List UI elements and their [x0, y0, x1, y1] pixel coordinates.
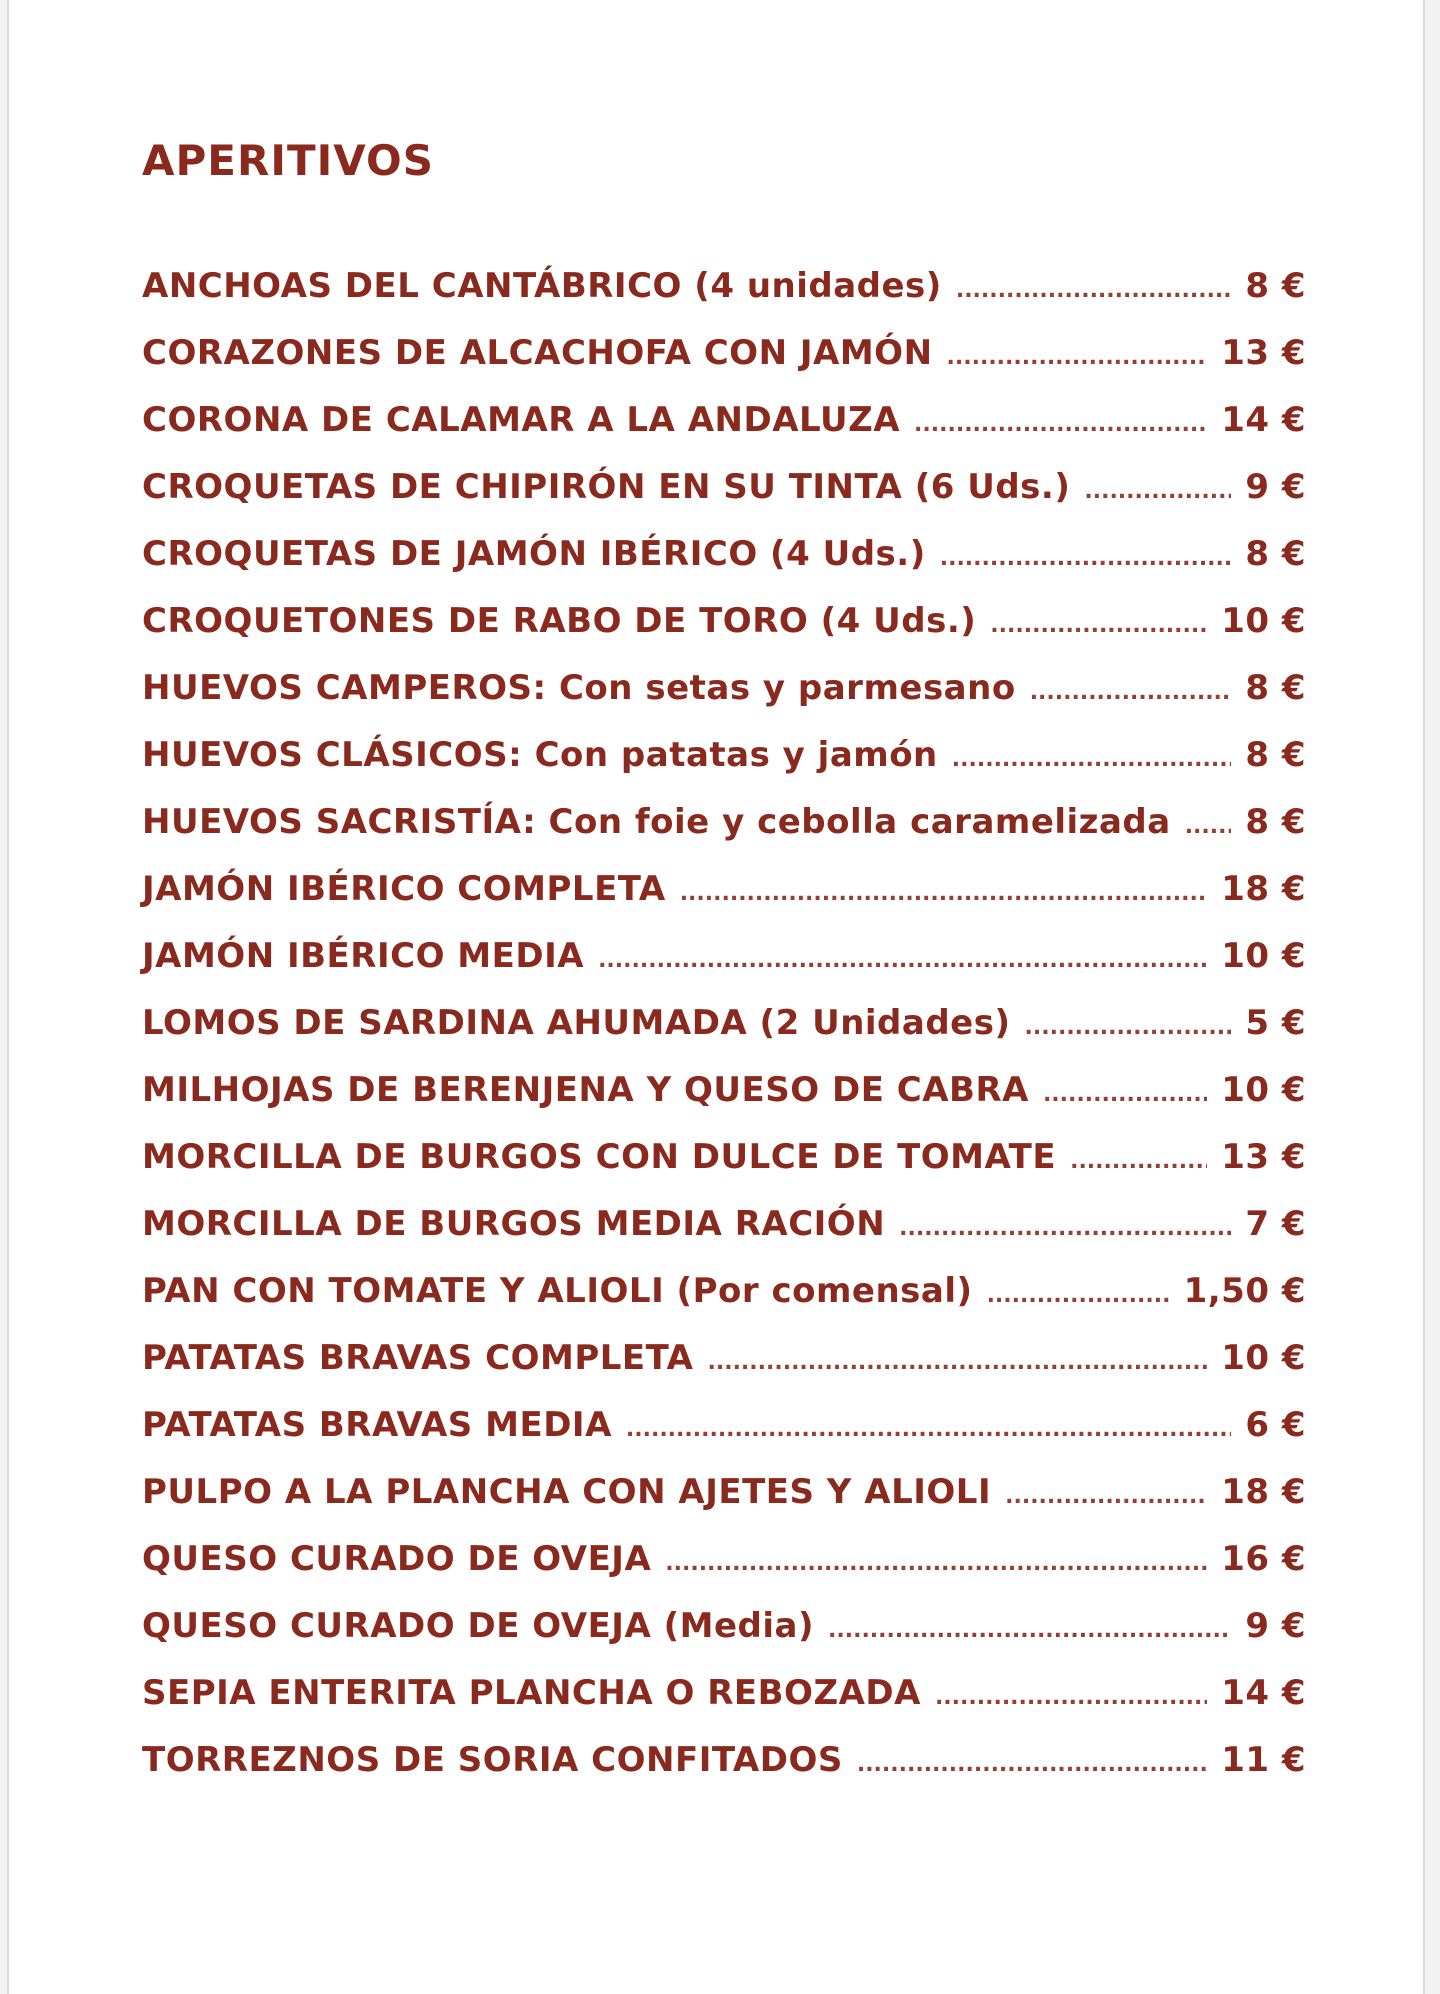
- dot-leader: [1030, 680, 1232, 705]
- dot-leader: [626, 1417, 1231, 1442]
- menu-item-name: CORAZONES DE ALCACHOFA CON JAMÓN: [142, 333, 933, 373]
- dot-leader: [899, 1216, 1231, 1241]
- dot-leader: [1070, 1149, 1207, 1174]
- menu-item-price: 13 €: [1221, 333, 1306, 373]
- menu-item: [142, 601, 1306, 668]
- menu-item-price: 8 €: [1245, 534, 1306, 574]
- menu-item: [142, 668, 1306, 735]
- dot-leader: [665, 1551, 1207, 1576]
- menu-item-price: 8 €: [1245, 668, 1306, 708]
- menu-item: [142, 1673, 1306, 1740]
- menu-item: [142, 936, 1306, 1003]
- menu-page: [7, 0, 1425, 1994]
- menu-item: [142, 735, 1306, 802]
- menu-item: [142, 1740, 1306, 1807]
- menu-item-name: MILHOJAS DE BERENJENA Y QUESO DE CABRA: [142, 1070, 1029, 1110]
- dot-leader: [940, 546, 1232, 571]
- menu-item-name: JAMÓN IBÉRICO COMPLETA: [142, 869, 666, 909]
- menu-list: [142, 266, 1306, 1807]
- dot-leader: [1043, 1082, 1207, 1107]
- dot-leader: [708, 1350, 1208, 1375]
- menu-item: [142, 1137, 1306, 1204]
- dot-leader: [947, 345, 1208, 370]
- dot-leader: [1005, 1484, 1207, 1509]
- dot-leader: [598, 948, 1207, 973]
- menu-item-price: 1,50 €: [1183, 1271, 1306, 1311]
- menu-item-price: 10 €: [1221, 936, 1306, 976]
- menu-item-price: 5 €: [1245, 1003, 1306, 1043]
- menu-item-name: CROQUETAS DE JAMÓN IBÉRICO (4 Uds.): [142, 534, 926, 574]
- menu-item-price: 10 €: [1221, 601, 1306, 641]
- menu-item-name: TORREZNOS DE SORIA CONFITADOS: [142, 1740, 843, 1780]
- menu-item-name: PATATAS BRAVAS COMPLETA: [142, 1338, 694, 1378]
- menu-item-name: HUEVOS SACRISTÍA: Con foie y cebolla caramelizada: [142, 802, 1171, 842]
- menu-item-name: MORCILLA DE BURGOS MEDIA RACIÓN: [142, 1204, 886, 1244]
- menu-item-name: PAN CON TOMATE Y ALIOLI (Por comensal): [142, 1271, 973, 1311]
- menu-item-price: 9 €: [1245, 467, 1306, 507]
- menu-item-price: 11 €: [1221, 1740, 1306, 1780]
- menu-item-name: CORONA DE CALAMAR A LA ANDALUZA: [142, 400, 901, 440]
- dot-leader: [828, 1618, 1231, 1643]
- menu-item: [142, 1606, 1306, 1673]
- dot-leader: [680, 881, 1208, 906]
- menu-item-price: 14 €: [1221, 1673, 1306, 1713]
- dot-leader: [935, 1685, 1207, 1710]
- menu-item-price: 7 €: [1245, 1204, 1306, 1244]
- dot-leader: [1084, 479, 1231, 504]
- menu-item-price: 14 €: [1221, 400, 1306, 440]
- menu-item-name: QUESO CURADO DE OVEJA: [142, 1539, 652, 1579]
- menu-item-price: 10 €: [1221, 1338, 1306, 1378]
- menu-item-price: 8 €: [1245, 266, 1306, 306]
- menu-item-name: QUESO CURADO DE OVEJA (Media): [142, 1606, 815, 1646]
- menu-item-name: JAMÓN IBÉRICO MEDIA: [142, 936, 585, 976]
- menu-item: [142, 1070, 1306, 1137]
- menu-item: [142, 1539, 1306, 1606]
- menu-item: [142, 333, 1306, 400]
- dot-leader: [857, 1752, 1207, 1777]
- menu-item-price: 18 €: [1221, 869, 1306, 909]
- menu-item-name: HUEVOS CLÁSICOS: Con patatas y jamón: [142, 735, 938, 775]
- menu-item-name: CROQUETAS DE CHIPIRÓN EN SU TINTA (6 Uds.): [142, 467, 1071, 507]
- menu-item: [142, 400, 1306, 467]
- menu-item: [142, 1271, 1306, 1338]
- menu-item: [142, 1405, 1306, 1472]
- menu-item-name: LOMOS DE SARDINA AHUMADA (2 Unidades): [142, 1003, 1011, 1043]
- dot-leader: [1185, 814, 1232, 839]
- dot-leader: [987, 1283, 1170, 1308]
- menu-item-price: 10 €: [1221, 1070, 1306, 1110]
- menu-item-name: SEPIA ENTERITA PLANCHA O REBOZADA: [142, 1673, 921, 1713]
- menu-item-price: 9 €: [1245, 1606, 1306, 1646]
- menu-item: [142, 1472, 1306, 1539]
- menu-item-price: 16 €: [1221, 1539, 1306, 1579]
- menu-item-name: CROQUETONES DE RABO DE TORO (4 Uds.): [142, 601, 977, 641]
- menu-item-name: PULPO A LA PLANCHA CON AJETES Y ALIOLI: [142, 1472, 992, 1512]
- menu-item: [142, 534, 1306, 601]
- menu-item: [142, 802, 1306, 869]
- menu-item: [142, 1003, 1306, 1070]
- menu-item-price: 8 €: [1245, 735, 1306, 775]
- dot-leader: [1025, 1015, 1232, 1040]
- menu-item-name: PATATAS BRAVAS MEDIA: [142, 1405, 612, 1445]
- menu-item: [142, 1338, 1306, 1405]
- dot-leader: [956, 278, 1232, 303]
- menu-item-price: 8 €: [1245, 802, 1306, 842]
- menu-item-name: ANCHOAS DEL CANTÁBRICO (4 unidades): [142, 266, 942, 306]
- dot-leader: [914, 412, 1207, 437]
- menu-item-price: 6 €: [1245, 1405, 1306, 1445]
- menu-item-name: MORCILLA DE BURGOS CON DULCE DE TOMATE: [142, 1137, 1057, 1177]
- menu-item: [142, 266, 1306, 333]
- menu-item-price: 13 €: [1221, 1137, 1306, 1177]
- menu-item: [142, 1204, 1306, 1271]
- menu-item-name: HUEVOS CAMPEROS: Con setas y parmesano: [142, 668, 1016, 708]
- menu-item-price: 18 €: [1221, 1472, 1306, 1512]
- dot-leader: [952, 747, 1232, 772]
- section-title: APERITIVOS: [142, 136, 434, 185]
- dot-leader: [990, 613, 1207, 638]
- menu-item: [142, 467, 1306, 534]
- menu-item: [142, 869, 1306, 936]
